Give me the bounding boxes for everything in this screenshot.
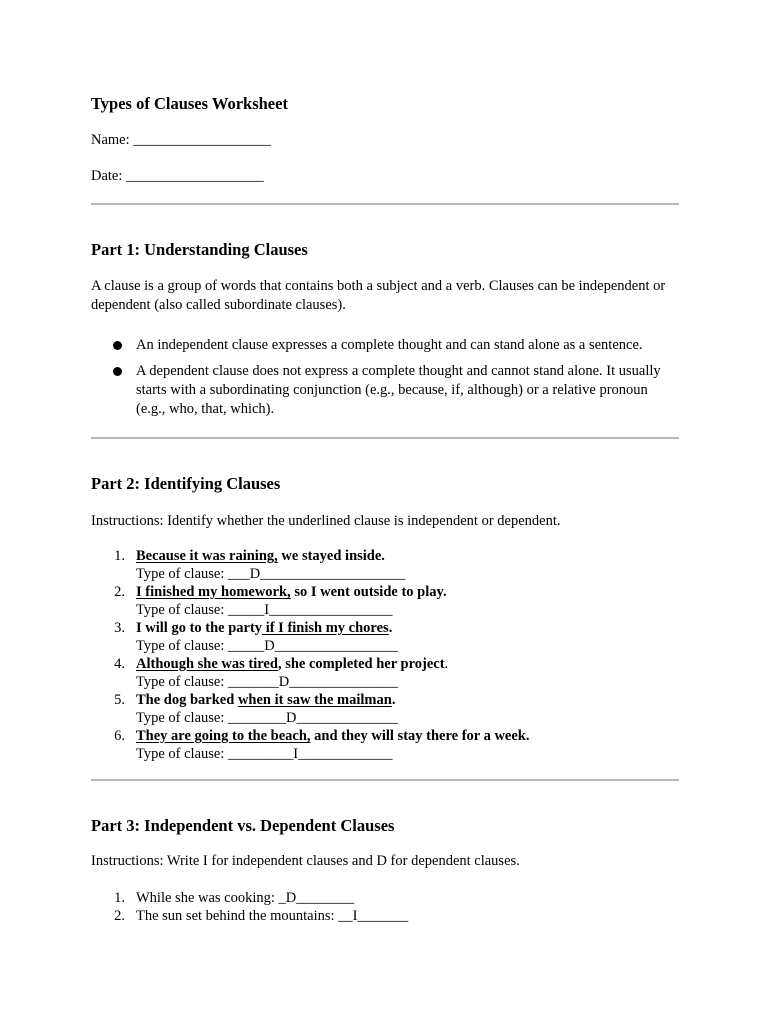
sentence-lead: The dog barked xyxy=(136,692,238,708)
part3-instructions: Instructions: Write I for independent clauses and D for dependent clauses. xyxy=(91,853,520,869)
part2-instructions: Instructions: Identify whether the underlined clause is independent or dependent. xyxy=(91,513,561,529)
section-divider xyxy=(91,779,679,781)
list-number: 6. xyxy=(114,728,125,744)
sentence-rest: and they will stay there for a week. xyxy=(310,728,530,744)
sentence-rest: we stayed inside. xyxy=(277,548,385,564)
answer-line: Type of clause: _________I_____________ xyxy=(136,746,393,762)
part3-item: The sun set behind the mountains: __I_______ xyxy=(136,908,409,924)
sentence-lead: I will go to the party xyxy=(136,620,263,636)
sentence-rest: . xyxy=(388,620,393,636)
list-number: 1. xyxy=(114,548,125,564)
sentence-tail: . xyxy=(444,656,449,672)
answer-line: Type of clause: _____I_________________ xyxy=(136,602,393,618)
underlined-clause: They are going to the beach, xyxy=(136,728,311,744)
section-divider xyxy=(91,203,679,205)
underlined-clause: if I finish my chores xyxy=(262,620,389,636)
list-number: 2. xyxy=(114,908,125,924)
list-number: 5. xyxy=(114,692,125,708)
answer-line: Type of clause: ________D______________ xyxy=(136,710,398,726)
underlined-clause: Because it was raining, xyxy=(136,548,278,564)
name-field-line: Name: ___________________ xyxy=(91,132,272,148)
part3-heading: Part 3: Independent vs. Dependent Clauses xyxy=(91,816,395,835)
bullet-item xyxy=(136,362,679,419)
sentence xyxy=(136,728,530,745)
sentence xyxy=(136,620,392,637)
part2-heading: Part 2: Identifying Clauses xyxy=(91,474,281,493)
worksheet-title: Types of Clauses Worksheet xyxy=(91,94,288,113)
bullet-icon xyxy=(113,367,122,376)
underlined-clause: when it saw the mailman xyxy=(237,692,392,708)
underlined-clause: Although she was tired xyxy=(136,656,278,672)
answer-line: Type of clause: ___D____________________ xyxy=(136,566,406,582)
sentence-rest: , she completed her project xyxy=(277,656,445,672)
date-field-line: Date: ___________________ xyxy=(91,168,264,184)
sentence xyxy=(136,692,395,709)
underlined-clause: I finished my homework, xyxy=(136,584,291,600)
answer-line: Type of clause: _______D_______________ xyxy=(136,674,398,690)
bullet-item xyxy=(136,336,679,355)
sentence-rest: so I went outside to play. xyxy=(290,584,447,600)
sentence-rest: . xyxy=(391,692,396,708)
section-divider xyxy=(91,437,679,439)
bullet-text: A dependent clause does not express a complete thought and cannot stand alone. It usually starts with a subordinating conjunction (e.g., because, if, although) or a relative pronoun (e.g., who, that, which). xyxy=(136,363,661,417)
bullet-text: An independent clause expresses a complete thought and can stand alone as a sentence. xyxy=(136,337,643,353)
list-number: 1. xyxy=(114,890,125,906)
sentence xyxy=(136,548,385,565)
part3-item: While she was cooking: _D________ xyxy=(136,890,355,906)
list-number: 4. xyxy=(114,656,125,672)
answer-line: Type of clause: _____D_________________ xyxy=(136,638,398,654)
list-number: 3. xyxy=(114,620,125,636)
list-number: 2. xyxy=(114,584,125,600)
sentence xyxy=(136,584,447,601)
part1-intro: A clause is a group of words that contains both a subject and a verb. Clauses can be independent or dependent (also called subordinate clauses). xyxy=(91,278,666,313)
part1-heading: Part 1: Understanding Clauses xyxy=(91,240,308,259)
bullet-icon xyxy=(113,341,122,350)
sentence xyxy=(136,656,448,673)
